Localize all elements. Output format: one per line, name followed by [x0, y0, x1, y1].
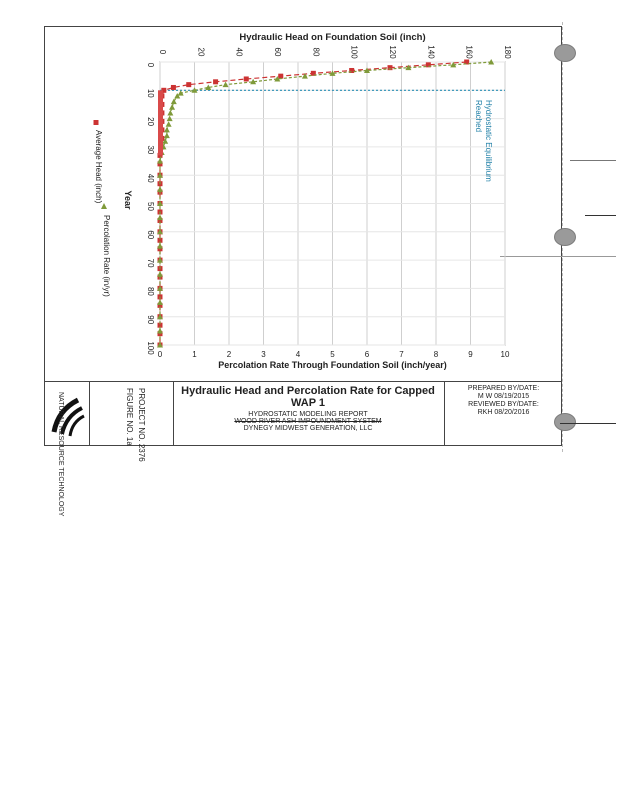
legend-percolation-marker: [101, 203, 107, 209]
head-tick-label: 180: [503, 45, 512, 59]
head-tick-label: 40: [234, 47, 244, 57]
legend-head-label: Average Head (inch): [94, 130, 103, 204]
percolation-data-point: [166, 121, 172, 127]
head-zero-band: [158, 90, 163, 155]
head-tick-label: 160: [464, 45, 474, 59]
percolation-data-point: [157, 300, 163, 306]
perc-tick-label: 4: [295, 350, 301, 359]
percolation-data-point: [164, 133, 170, 139]
perc-tick-label: 7: [399, 350, 404, 359]
year-tick-label: 20: [146, 117, 155, 127]
equilibrium-annotation: Reached: [474, 100, 483, 133]
perc-tick-label: 1: [192, 350, 197, 359]
percolation-data-point: [167, 110, 173, 116]
head-data-point: [278, 74, 283, 79]
head-data-point: [244, 76, 249, 81]
year-tick-label: 0: [146, 62, 155, 68]
reviewed-value: RKH 08/20/2016: [477, 409, 530, 416]
project-number: PROJECT NO. 2376: [137, 388, 146, 462]
perc-tick-label: 2: [226, 350, 232, 359]
year-tick-label: 30: [146, 145, 155, 155]
perc-tick-label: 5: [330, 350, 335, 359]
legend-percolation-label: Percolation Rate (in/yr): [102, 215, 111, 297]
year-tick-label: 60: [146, 230, 155, 240]
year-tick-label: 10: [146, 88, 155, 98]
prepared-label: PREPARED BY/DATE:: [467, 385, 540, 392]
title-block: [44, 381, 562, 517]
head-tick-label: 0: [158, 49, 167, 55]
equilibrium-annotation: Hydrostatic Equilibrium: [484, 100, 493, 182]
head-tick-label: 140: [426, 45, 436, 59]
head-data-point: [213, 79, 218, 84]
year-tick-label: 90: [146, 315, 155, 325]
percolation-data-point: [157, 328, 163, 334]
company-line: DYNEGY MIDWEST GENERATION, LLC: [243, 425, 373, 432]
figure-number: FIGURE NO. 1a: [125, 388, 134, 446]
report-line: HYDROSTATIC MODELING REPORT: [248, 411, 368, 418]
percolation-data-point: [171, 99, 177, 105]
year-tick-label: 50: [146, 202, 155, 211]
year-tick-label: 100: [146, 341, 155, 355]
perc-tick-label: 6: [364, 350, 370, 359]
head-tick-label: 20: [196, 47, 206, 57]
system-line: WOOD RIVER ASH IMPOUNDMENT SYSTEM: [234, 418, 382, 425]
perc-tick-label: 0: [157, 350, 163, 359]
percolation-data-point: [157, 186, 163, 192]
percolation-data-point: [157, 271, 163, 277]
head-tick-label: 120: [388, 45, 397, 59]
percolation-data-point: [223, 82, 229, 88]
head-tick-label: 100: [349, 45, 359, 59]
percolation-data-point: [169, 104, 175, 110]
year-tick-label: 70: [146, 258, 155, 268]
title-text-block: [174, 385, 442, 432]
percolation-data-point: [157, 215, 163, 221]
perc-tick-label: 9: [468, 350, 473, 359]
chart-title: Hydraulic Head on Foundation Soil (inch): [239, 32, 426, 43]
figure-title: Hydraulic Head and Percolation Rate for Capped WAP 1: [181, 385, 435, 409]
year-axis-title: Year: [123, 190, 133, 210]
year-tick-label: 80: [146, 286, 155, 296]
head-data-point: [186, 82, 191, 87]
year-tick-label: 40: [146, 173, 155, 183]
perc-tick-label: 10: [500, 350, 510, 359]
company-logo: [44, 382, 90, 446]
project-cell: [90, 382, 174, 462]
logo-cell: [44, 382, 90, 517]
percolation-data-point: [164, 127, 170, 133]
legend-head-marker: [94, 120, 99, 125]
signoff-cell: [444, 382, 562, 446]
percolation-axis-title: Percolation Rate Through Foundation Soil (inch/year): [218, 360, 447, 370]
percolation-data-point: [157, 243, 163, 249]
perc-tick-label: 3: [261, 350, 266, 359]
prepared-value: M W 08/19/2015: [477, 393, 530, 400]
head-data-point: [171, 85, 176, 90]
percolation-data-point: [157, 158, 163, 164]
perc-tick-label: 8: [433, 350, 439, 359]
company-name: NATURAL RESOURCE TECHNOLOGY: [57, 392, 64, 517]
head-tick-label: 60: [273, 47, 282, 57]
reviewed-label: REVIEWED BY/DATE:: [468, 401, 539, 408]
head-tick-label: 80: [311, 47, 321, 57]
